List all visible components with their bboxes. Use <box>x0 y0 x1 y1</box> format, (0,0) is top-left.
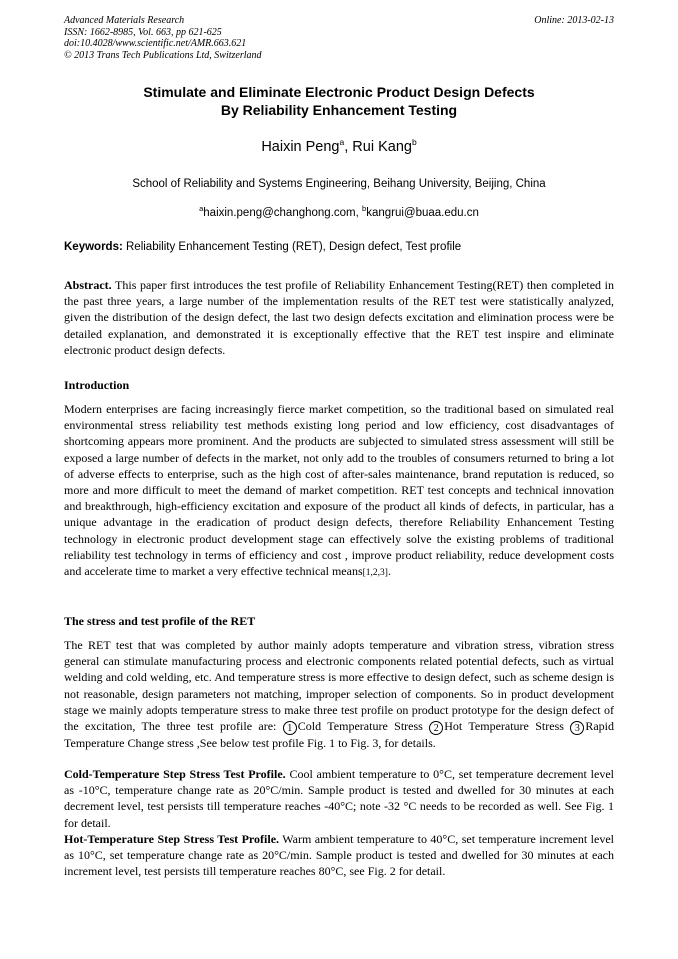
stress-section-heading: The stress and test profile of the RET <box>64 614 256 628</box>
citation-refs: [1,2,3] <box>362 568 388 579</box>
hot-profile-label: Hot-Temperature Step Stress Test Profile. <box>64 832 280 846</box>
author-list <box>64 139 614 155</box>
circled-number-3: 3 <box>570 721 584 735</box>
author-separator: , <box>344 139 353 155</box>
email-b: kangrui@buaa.edu.cn <box>366 207 479 219</box>
journal-header <box>64 15 262 61</box>
journal-name: Advanced Materials Research <box>64 15 185 26</box>
profile-3-text: Rapid Temperature Change stress ,See below test profile Fig. 1 to Fig. 3, for details. <box>64 719 614 751</box>
cold-profile-paragraph <box>64 766 614 831</box>
title-line-2: By Reliability Enhancement Testing <box>220 102 458 118</box>
introduction-heading: Introduction <box>64 378 130 392</box>
stress-text: The RET test that was completed by author mainly adopts temperature and vibration stress, vibration stress general can stimulate manufacturing process and electronic components related potential defects, such as virtual welding and cold welding, etc. And temperature stress is more effective to design defect, such as scheme design is not reasonable, design parameters not matching, improper selection of components. So in product development stage we mainly adopts temperature stress to make three test profile on product prototype for the design defect of the excitation, The three test profile are: <box>64 638 614 734</box>
author-1-mark: a <box>339 137 345 147</box>
affiliation: School of Reliability and Systems Engineering, Beihang University, Beijing, China <box>132 178 546 190</box>
author-2: Rui Kang <box>352 139 412 155</box>
journal-issn: ISSN: 1662-8985, Vol. 663, pp 621-625 <box>64 26 222 38</box>
author-emails <box>64 204 614 219</box>
abstract-text: This paper first introduces the test profile of Reliability Enhancement Testing(RET) then completed in the past three years, a large number of the implementation results of the RET test were statistically analyzed, given the distribution of the design defect, the last two design defects excitation and elimination process were be detailed explanation, and demonstrated it is exceptionally effective that the RET test inspire and eliminate electronic product design defects. <box>64 278 614 357</box>
author-2-mark: b <box>411 137 417 147</box>
online-date: Online: 2013-02-13 <box>534 15 614 26</box>
profile-1-text: Cold Temperature Stress <box>297 719 430 734</box>
introduction-paragraph <box>64 401 614 581</box>
journal-copyright: © 2013 Trans Tech Publications Ltd, Switzerland <box>64 49 262 61</box>
keywords-text: Reliability Enhancement Testing (RET), Design defect, Test profile <box>126 241 462 253</box>
title-line-1: Stimulate and Eliminate Electronic Product Design Defects <box>143 84 535 100</box>
hot-profile-paragraph <box>64 831 614 880</box>
email-b-mark: b <box>362 204 367 213</box>
circled-number-1: 1 <box>283 721 297 735</box>
keywords <box>64 241 616 253</box>
stress-section-paragraph <box>64 637 614 751</box>
profile-2-text: Hot Temperature Stress <box>444 719 571 734</box>
introduction-end: . <box>387 564 391 579</box>
cold-profile-text: Cool ambient temperature to 0°C, set temperature decrement level as -10°C, temperature change rate as 20°C/min. Sample product is tested and dwelled for 30 minutes at each decrement level, test persists till temperature reaches -40°C; note -32 °C needs to be recorded as well. See Fig. 1 for detail. <box>64 767 614 830</box>
email-a-mark: a <box>199 204 204 213</box>
abstract-label: Abstract. <box>64 278 112 292</box>
keywords-label: Keywords: <box>64 241 123 253</box>
cold-profile-label: Cold-Temperature Step Stress Test Profile. <box>64 767 286 781</box>
email-a: haixin.peng@changhong.com, <box>203 207 359 219</box>
hot-profile-text: Warm ambient temperature to 40°C, set temperature increment level as 10°C, set temperature change rate as 20°C/min. Sample product is tested and dwelled for 30 minutes at each increment level, test persists till temperature reaches 80°C, see Fig. 2 for detail. <box>64 832 614 879</box>
abstract <box>64 277 614 358</box>
journal-doi: doi:10.4028/www.scientific.net/AMR.663.621 <box>64 38 247 49</box>
introduction-text: Modern enterprises are facing increasingly fierce market competition, so the traditional based on simulated real environmental stress reliability test methods existing long period and low efficiency, cost disadvantages of shortcoming appears more prominent. And the products are subjected to simulated stress assessment will still be exposed a large number of defects in the market, not only add to the troubles of consumers returned to bring a lot of adverse effects to enterprise, such as the high cost of after-sales maintenance, brand reputation is reduced, so more and more difficult to meet the demand of market competition. RET test concepts and technical innovation and breakthrough, high-efficiency excitation and exposure of the product all kinds of defects, in particular, has a unique advantage in the eradication of product design defects, therefore Reliability Enhancement Testing technology in electronic product development stage can effectively solve the existing problems of traditional reliability test technology in terms of efficiency and cost , improve product reliability, reduce development costs and accelerate time to market a very effective technical means <box>64 402 614 579</box>
author-1: Haixin Peng <box>261 139 340 155</box>
paper-title <box>64 83 614 119</box>
circled-number-2: 2 <box>429 721 443 735</box>
